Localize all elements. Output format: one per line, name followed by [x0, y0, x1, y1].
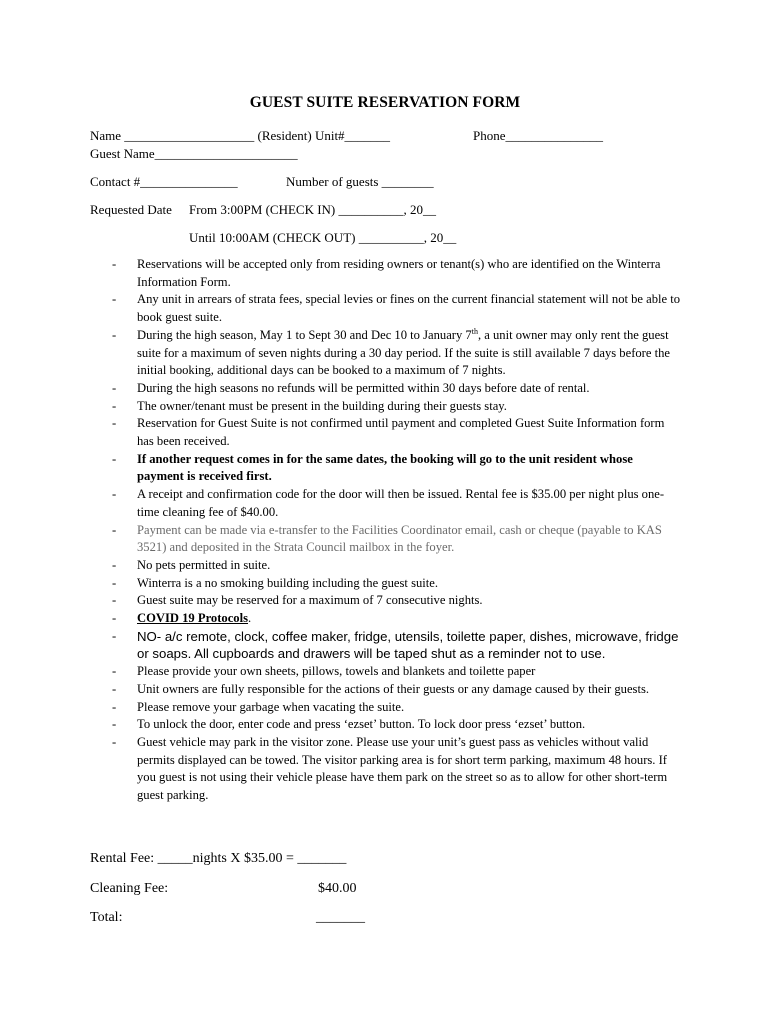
phone-line: Phone_______________	[473, 128, 603, 143]
rule-text: Please remove your garbage when vacating the suite.	[137, 699, 405, 714]
payment-info-text: Payment can be made via e-transfer to the Facilities Coordinator email, cash or cheque (payable to KAS 3521) and deposited in the Strata Council mailbox in the foyer.	[137, 522, 662, 555]
cleaning-fee-value: $40.00	[318, 881, 357, 896]
check-out-line: Until 10:00AM (CHECK OUT) __________, 20__	[189, 230, 457, 245]
rule-text: Winterra is a no smoking building including the guest suite.	[137, 575, 439, 590]
list-item: - If another request comes in for the same dates, the booking will go to the unit resident whose payment is received first.	[112, 451, 682, 486]
high-season-text-cont: , a unit owner may only rent the guest suite for a maximum of seven nights during a 30 day period. If the suite is still available 7 days before the initial booking, additional days can be booked to a maximum of 7 nights.	[137, 327, 671, 378]
contact-line: Contact #_______________	[90, 174, 238, 189]
list-item: - COVID 19 Protocols.	[112, 610, 682, 628]
list-item: - The owner/tenant must be present in the building during their guests stay.	[112, 398, 682, 416]
covid-restrictions-text: NO- a/c remote, clock, coffee maker, fridge, utensils, toilette paper, dishes, microwave, fridge or soaps. All cupboards and drawers will be taped shut as a reminder not to use.	[137, 628, 679, 662]
check-in-line: From 3:00PM (CHECK IN) __________, 20__	[189, 202, 437, 217]
total-value-blank: _______	[316, 910, 365, 925]
rental-fee-line: Rental Fee: _____nights X $35.00 = _______	[90, 851, 347, 866]
list-item: - Reservation for Guest Suite is not confirmed until payment and completed Guest Suite Information form has been received.	[112, 415, 682, 450]
list-item: - A receipt and confirmation code for the door will then be issued. Rental fee is $35.00 per night plus one-time cleaning fee of $40.00.	[112, 486, 682, 521]
covid-protocols-heading: COVID 19 Protocols	[137, 611, 249, 626]
list-item: - No pets permitted in suite.	[112, 557, 682, 575]
guest-name-line: Guest Name______________________	[90, 146, 298, 161]
list-item: - Payment can be made via e-transfer to the Facilities Coordinator email, cash or cheque (payable to KAS 3521) and deposited in the Strata Council mailbox in the foyer.	[112, 522, 682, 557]
name-unit-line: Name ____________________ (Resident) Unit#_______	[90, 128, 391, 143]
rule-text: A receipt and confirmation code for the door will then be issued. Rental fee is $35.00 per night plus one-time cleaning fee of $40.00.	[137, 487, 665, 519]
rule-text: During the high seasons no refunds will be permitted within 30 days before date of rental.	[137, 380, 590, 395]
list-item: - During the high season, May 1 to Sept 30 and Dec 10 to January 7th, a unit owner may only rent the guest suite for a maximum of seven nights during a 30 day period. If the suite is still available 7 days before the initial booking, additional days can be booked to a maximum of 7 nights.	[112, 327, 682, 380]
rule-text: Unit owners are fully responsible for the actions of their guests or any damage caused by their guests.	[137, 681, 650, 696]
guests-count-line: Number of guests ________	[286, 174, 434, 189]
rule-text: Reservations will be accepted only from residing owners or tenant(s) who are identified on the Winterra Information Form.	[137, 257, 661, 289]
rule-text	[137, 610, 682, 628]
rule-text: Any unit in arrears of strata fees, special levies or fines on the current financial statement will not be able to book guest suite.	[137, 292, 681, 325]
rule-text: Guest suite may be reserved for a maximum of 7 consecutive nights.	[137, 593, 483, 608]
rule-text: No pets permitted in suite.	[137, 557, 271, 572]
list-item: - During the high seasons no refunds will be permitted within 30 days before date of rental.	[112, 380, 682, 398]
list-item: - Reservations will be accepted only from residing owners or tenant(s) who are identified on the Winterra Information Form.	[112, 256, 682, 291]
list-item: - Any unit in arrears of strata fees, special levies or fines on the current financial statement will not be able to book guest suite.	[112, 291, 682, 326]
rule-text: Please provide your own sheets, pillows, towels and blankets and toilette paper	[137, 664, 536, 679]
high-season-text: During the high season, May 1 to Sept 30 and Dec 10 to January 7	[137, 327, 472, 342]
rule-text	[137, 327, 682, 380]
list-item: - To unlock the door, enter code and press ‘ezset’ button. To lock door press ‘ezset’ button.	[112, 716, 682, 734]
form-title: GUEST SUITE RESERVATION FORM	[249, 94, 521, 111]
requested-date-label: Requested Date	[90, 202, 172, 217]
rule-text: To unlock the door, enter code and press ‘ezset’ button. To lock door press ‘ezset’ button.	[137, 717, 586, 732]
rules-list	[112, 256, 682, 805]
rule-text: Reservation for Guest Suite is not confirmed until payment and completed Guest Suite Information form has been received.	[137, 416, 665, 449]
list-item: - Guest vehicle may park in the visitor zone. Please use your unit’s guest pass as vehicles without valid permits displayed can be towed. The visitor parking area is for short term parking, maximum 48 hours. If you guest is not using their vehicle please have them park on the street so as to allow for other short-term guest parking.	[112, 734, 682, 805]
rule-text: Guest vehicle may park in the visitor zone. Please use your unit’s guest pass as vehicles without valid permits displayed can be towed. The visitor parking area is for short term parking, maximum 48 hours. If you guest is not using their vehicle please have them park on the street so as to allow for other short-term guest parking.	[137, 734, 668, 803]
list-item: - Unit owners are fully responsible for the actions of their guests or any damage caused by their guests.	[112, 681, 682, 699]
covid-heading-period: .	[248, 611, 252, 626]
list-item: - Guest suite may be reserved for a maximum of 7 consecutive nights.	[112, 592, 682, 610]
list-item: - Please provide your own sheets, pillows, towels and blankets and toilette paper	[112, 663, 682, 681]
rule-text: The owner/tenant must be present in the building during their guests stay.	[137, 398, 507, 413]
cleaning-fee-label: Cleaning Fee:	[90, 881, 169, 896]
list-item: - Winterra is a no smoking building including the guest suite.	[112, 575, 682, 593]
rule-text-bold: If another request comes in for the same dates, the booking will go to the unit resident whose payment is received first.	[137, 451, 633, 484]
total-label: Total:	[90, 910, 123, 925]
list-item: - NO- a/c remote, clock, coffee maker, fridge, utensils, toilette paper, dishes, microwave, fridge or soaps. All cupboards and drawers will be taped shut as a reminder not to use.	[112, 628, 682, 663]
ordinal-suffix: th	[471, 326, 478, 336]
list-item: - Please remove your garbage when vacating the suite.	[112, 699, 682, 717]
